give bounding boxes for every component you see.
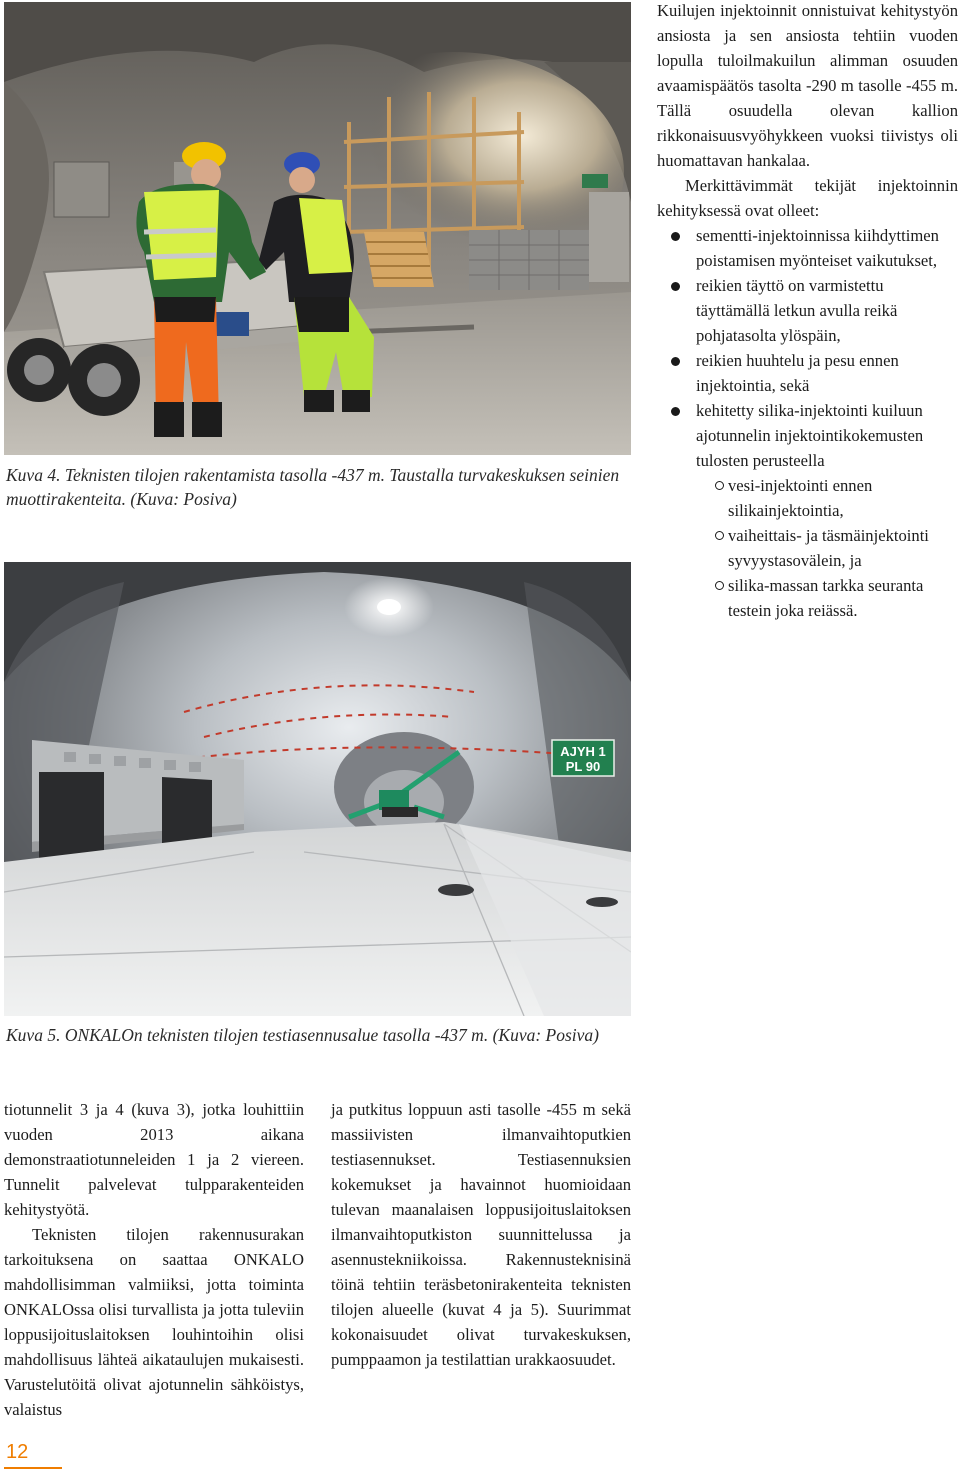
bottom-left-paragraph-1: tiotunnelit 3 ja 4 (kuva 3), jotka louhittiin vuoden 2013 aikana demonstraatiotunneleiden 1 ja 2 viereen. Tunnelit palvelevat tulpparakenteiden kehitystyötä. bbox=[4, 1100, 304, 1219]
bullet-icon bbox=[671, 232, 680, 241]
right-paragraph-2: Merkittävimmät tekijät injektoinnin kehityksessä ovat olleet: bbox=[657, 176, 958, 220]
circle-bullet-icon bbox=[715, 531, 724, 540]
injection-factors-list bbox=[657, 223, 958, 473]
sub-list-item-text: vesi-injektointi ennen silikainjektointia, bbox=[728, 476, 873, 520]
photo-tunnel-test-area-illustration bbox=[4, 562, 631, 1016]
bottom-right-paragraph-1: ja putkitus loppuun asti tasolle -455 m sekä massiivisten ilmanvaihtoputkien testiasennukset. Testiasennuksien kokemukset ja havainnot huomioidaan tulevan maanalaisen loppusijoituslaitoksen ilmanvaihtoputkiston suunnittelussa ja asennustekniikoissa. Rakennusteknisinä töinä tehtiin teräsbetonirakenteita teknisten tilojen alueelle (kuvat 4 ja 5). Suurimmat kokonaisuudet olivat turvakeskuksen, pumppaamon ja testilattian urakkaosuudet. bbox=[331, 1100, 631, 1369]
bottom-left-paragraph-2: Teknisten tilojen rakennusurakan tarkoituksena on saattaa ONKALO mahdollisimman valmiiksi, jotta toiminta ONKALOssa olisi turvallista ja jotta tuleviin loppusijoituslaitoksen louhintoihin olisi mahdollisuus lähteä aikataulujen mukaisesti. Varustelutöitä olivat ajotunnelin sähköistys, valaistus bbox=[4, 1225, 304, 1419]
photo-tunnel-test-area bbox=[4, 562, 631, 1016]
photo-construction-workers bbox=[4, 2, 631, 455]
list-item-text: reikien huuhtelu ja pesu ennen injektointia, sekä bbox=[696, 351, 899, 395]
right-column bbox=[657, 0, 958, 623]
sub-list-item-text: vaiheittais- ja täsmäinjektointi syvyystasovälein, ja bbox=[728, 526, 929, 570]
bullet-icon bbox=[671, 357, 680, 366]
page-number: 12 bbox=[4, 1437, 62, 1469]
silica-injection-sublist bbox=[657, 473, 958, 623]
list-item bbox=[657, 398, 958, 473]
sub-list-item bbox=[657, 473, 958, 523]
bottom-right-column bbox=[331, 1097, 631, 1372]
list-item-text: reikien täyttö on varmistettu täyttämällä letkun avulla reikä pohjatasolta ylöspäin, bbox=[696, 276, 898, 345]
list-item bbox=[657, 273, 958, 348]
figure-caption-5: Kuva 5. ONKALOn teknisten tilojen testiasennusalue tasolla -437 m. (Kuva: Posiva) bbox=[6, 1025, 599, 1045]
sub-list-item bbox=[657, 573, 958, 623]
sub-list-item-text: silika-massan tarkka seuranta testein joka reiässä. bbox=[728, 576, 924, 620]
photo-construction-workers-illustration bbox=[4, 2, 631, 455]
list-item bbox=[657, 223, 958, 273]
circle-bullet-icon bbox=[715, 581, 724, 590]
bullet-icon bbox=[671, 282, 680, 291]
bottom-left-column bbox=[4, 1097, 304, 1422]
bullet-icon bbox=[671, 407, 680, 416]
tunnel-sign-line2: PL 90 bbox=[565, 759, 601, 774]
right-paragraph-1: Kuilujen injektoinnit onnistuivat kehitystyön ansiosta ja sen ansiosta tehtiin vuoden lopulla tuloilmakuilun alimman osuuden avaamispäätös tasolta -290 m tasolle -455 m. Tällä osuudella olevan kallion rikkonaisuusvyöhykkeen vuoksi tiivistys oli huomattavan hankalaa. bbox=[657, 1, 958, 170]
list-item bbox=[657, 348, 958, 398]
list-item-text: kehitetty silika-injektointi kuiluun ajotunnelin injektointikokemusten tulosten perusteella bbox=[696, 401, 924, 470]
tunnel-sign-line1: AJYH 1 bbox=[560, 744, 606, 759]
circle-bullet-icon bbox=[715, 481, 724, 490]
list-item-text: sementti-injektoinnissa kiihdyttimen poistamisen myönteiset vaikutukset, bbox=[696, 226, 939, 270]
figure-caption-4: Kuva 4. Teknisten tilojen rakentamista tasolla -437 m. Taustalla turvakeskuksen seinien muottirakenteita. (Kuva: Posiva) bbox=[6, 465, 620, 509]
sub-list-item bbox=[657, 523, 958, 573]
tunnel-sign bbox=[552, 740, 614, 776]
